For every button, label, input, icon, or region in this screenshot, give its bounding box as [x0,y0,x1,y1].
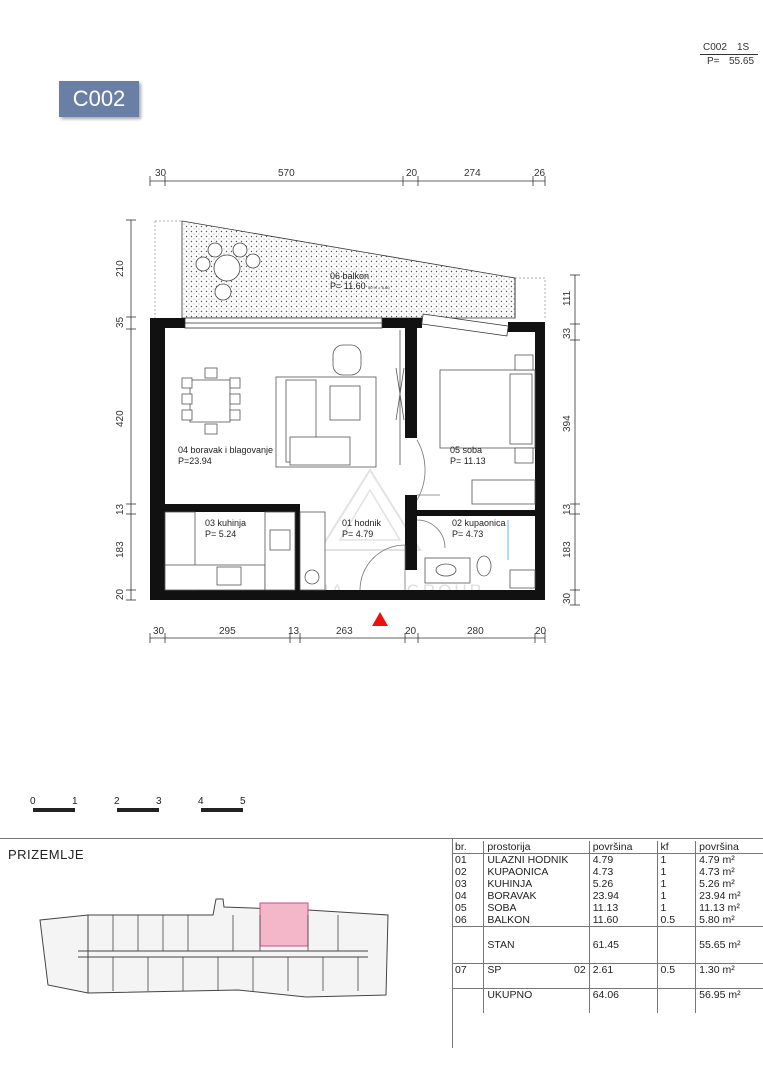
dim-right-2: 33 [562,327,573,339]
room-living-area: P=23.94 [178,456,212,466]
cell-br: 05 [455,902,467,914]
cell-sp-area: 2.61 [589,964,657,977]
cell-total-area: 64.06 [589,989,657,1002]
table-row [452,914,763,927]
table-row [452,902,763,914]
cell-sp-kf: 0.5 [657,964,696,977]
dim-left-6: 20 [115,588,126,600]
room-hallway-label: 01 hodnik [342,518,382,528]
cell-kf: 1 [657,878,696,890]
cell-br: 04 [455,890,467,902]
dim-left-5: 183 [115,541,126,558]
dim-left-3: 420 [115,410,126,427]
cell-total-name: UKUPNO [484,989,589,1002]
ref-code: C002 [703,42,727,53]
cell-kf: 1 [657,866,696,878]
cell-name: KUHINJA [484,878,589,890]
dim-left-2: 35 [115,316,126,328]
table-row [452,878,763,890]
scale-label-1: 1 [72,796,78,807]
ref-suffix: 1S [737,42,750,53]
th-name: prostorija [484,841,589,854]
room-balcony-note: 50 % = 5.80 [368,285,390,290]
section-divider [0,838,763,839]
bedroom-furniture [417,355,535,504]
cell-kf: 1 [657,890,696,902]
dim-right-1: 111 [562,290,573,306]
cell-name: SOBA [484,902,589,914]
table-header-row [452,841,763,854]
room-kitchen-label: 03 kuhinja [205,518,247,528]
entrance-arrow-icon [372,612,388,626]
scale-label-3: 3 [156,796,162,807]
dim-top-5: 26 [534,168,546,179]
scale-label-0: 0 [30,796,36,807]
dim-bottom-1: 30 [153,626,165,637]
th-kf: kf [657,841,696,854]
cell-br: 03 [455,878,467,890]
cell-sp-br: 07 [452,964,484,977]
cell-area: 11.13 [589,902,657,914]
table-stan-row [452,939,763,951]
cell-br: 01 [455,854,467,866]
cell-stan-net: 55.65 m² [696,939,763,951]
room-balcony-area: P= 11.60 [330,281,366,291]
cell-total-net: 56.95 m² [696,989,763,1002]
th-br: br. [452,841,484,854]
room-bedroom-label: 05 soba [450,445,483,455]
scale-label-2: 2 [114,796,120,807]
table-spacer-row [452,927,763,940]
cell-net: 11.13 m² [696,902,763,914]
room-kitchen-area: P= 5.24 [205,529,237,539]
building-key-plan [38,885,398,1010]
cell-area: 11.60 [589,914,657,927]
cell-kf: 1 [657,902,696,914]
dim-bottom-4: 263 [336,626,353,637]
dim-bottom-2: 295 [219,626,236,637]
cell-br: 06 [455,914,467,926]
dim-top-3: 20 [406,168,418,179]
ref-area-value: 55.65 [729,56,755,67]
top-dimension-line [150,176,545,186]
cell-name: KUPAONICA [484,866,589,878]
cell-kf: 0.5 [657,914,696,927]
cell-area: 23.94 [589,890,657,902]
cell-name: BALKON [484,914,589,927]
cell-net: 5.80 m² [696,914,763,927]
cell-name: BORAVAK [484,890,589,902]
table-row [452,890,763,902]
cell-br: 02 [455,866,467,878]
room-bathroom-area: P= 4.73 [452,529,484,539]
unit-badge: C002 [59,81,139,117]
dim-top-1: 30 [155,168,167,179]
cell-sp-net: 1.30 m² [696,964,763,977]
dim-left-4: 13 [115,503,126,515]
scale-segment-5 [201,808,243,812]
th-area: površina [589,841,657,854]
table-spacer-row [452,976,763,989]
area-table [452,841,763,1013]
room-balcony-label: 06 balkon [330,271,370,281]
cell-stan-name: STAN [484,939,589,951]
cell-net: 4.79 m² [696,854,763,867]
cell-sp-name: SP 02 [484,964,589,977]
cell-net: 23.94 m² [696,890,763,902]
table-spacer-row [452,951,763,964]
dim-top-4: 274 [464,168,481,179]
dim-bottom-6: 280 [467,626,484,637]
dim-right-5: 183 [562,541,573,558]
scale-label-5: 5 [240,796,246,807]
table-total-row [452,989,763,1002]
dim-right-6: 30 [562,592,573,604]
dim-left-1: 210 [115,260,126,277]
table-spacer-row [452,1001,763,1013]
cell-net: 4.73 m² [696,866,763,878]
dim-right-3: 394 [562,415,573,432]
cell-area: 5.26 [589,878,657,890]
unit-highlight [260,903,308,946]
room-bathroom-label: 02 kupaonica [452,518,506,528]
room-bedroom-area: P= 11.13 [450,456,486,466]
dim-bottom-3: 13 [288,626,300,637]
scale-label-4: 4 [198,796,204,807]
floor-label: PRIZEMLJE [8,847,85,862]
table-row [452,854,763,867]
ref-area-label: P= [707,56,720,67]
cell-net: 5.26 m² [696,878,763,890]
cell-area: 4.73 [589,866,657,878]
cell-name: ULAZNI HODNIK [484,854,589,867]
table-sp-row [452,964,763,977]
cell-kf: 1 [657,854,696,867]
cell-area: 4.79 [589,854,657,867]
dim-bottom-5: 20 [405,626,417,637]
room-living-label: 04 boravak i blagovanje [178,445,274,455]
th-net: površina [696,841,763,854]
dim-right-4: 13 [562,503,573,515]
scale-segment-1 [33,808,75,812]
room-hallway-area: P= 4.79 [342,529,374,539]
table-row [452,866,763,878]
scale-segment-3 [117,808,159,812]
dim-top-2: 570 [278,168,295,179]
cell-stan-area: 61.45 [589,939,657,951]
dim-bottom-7: 20 [535,626,547,637]
left-dimension-line [126,220,136,600]
